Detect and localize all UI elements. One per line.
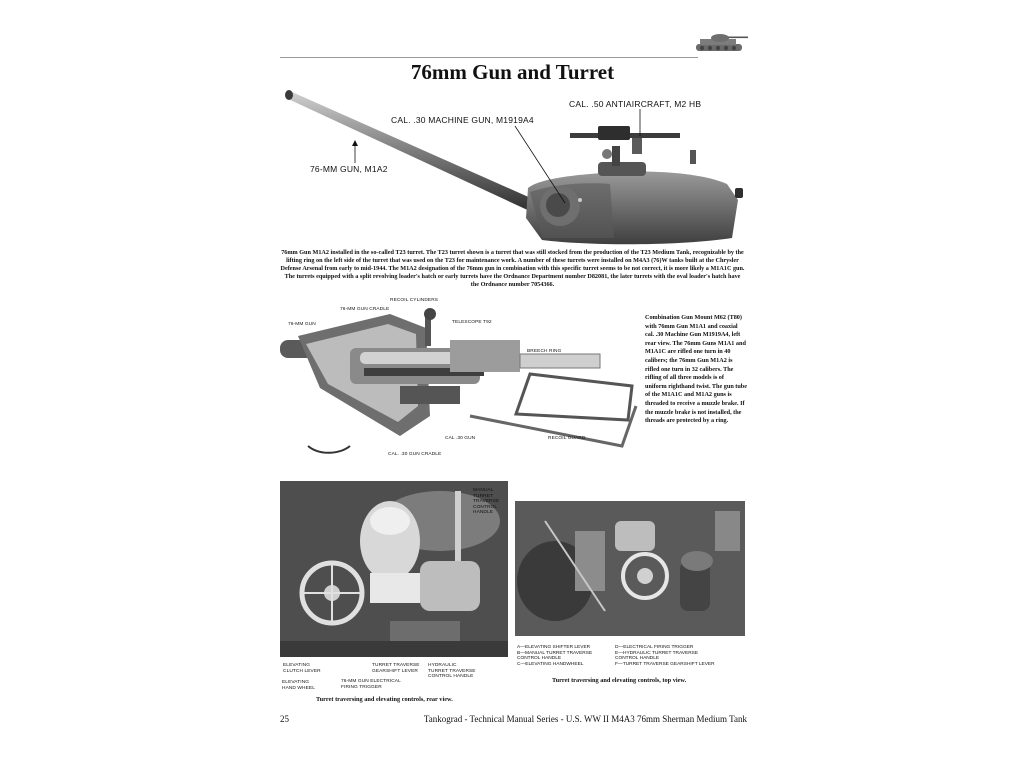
caption-controls-rear: Turret traversing and elevating controls, rear view. [316, 696, 453, 703]
running-footer: Tankograd - Technical Manual Series - U.S. WW II M4A3 76mm Sherman Medium Tank [423, 714, 747, 724]
callout-antiaircraft: CAL. .50 ANTIAIRCRAFT, M2 HB [569, 99, 702, 109]
label-elevating-clutch: ELEVATING CLUTCH LEVER [283, 663, 321, 674]
caption-controls-top: Turret traversing and elevating controls, top view. [552, 677, 687, 684]
legend-left: A—ELEVATING SHIFTER LEVER B—MANUAL TURRET TRAVERSE CONTROL HANDLE C—ELEVATING HANDWHEEL [517, 645, 593, 667]
label-elevating-hand-wheel: ELEVATING HAND WHEEL [282, 680, 315, 691]
label-gun-cradle: 76-MM GUN CRADLE [340, 307, 390, 312]
controls-top-drawing [515, 501, 745, 636]
callout-main-gun: 76-MM GUN, M1A2 [310, 164, 388, 174]
page-number: 25 [280, 714, 289, 724]
label-recoil-cylinders: RECOIL CYLINDERS [390, 298, 439, 303]
legend-right: D—ELECTRICAL FIRING TRIGGER E—HYDRAULIC TURRET TRAVERSE CONTROL HANDLE F—TURRET TRAVERSE GEARSHIFT LEVER [615, 645, 715, 667]
header-rule [280, 57, 698, 58]
tank-icon [690, 30, 750, 54]
label-breech-ring: BREECH RING [527, 349, 562, 354]
callout-leader-lines [280, 88, 745, 246]
label-gearshift-lever: TURRET TRAVERSE GEARSHIFT LEVER [372, 663, 420, 674]
label-cal30-gun: CAL .30 GUN [445, 436, 476, 441]
label-telescope: TELESCOPE T92 [452, 320, 492, 325]
controls-top-photo [515, 501, 745, 636]
caption-turret: 76mm Gun M1A2 installed in the so-called T23 turret. The T23 turret shown is a turret that was still stocked from the production of the T23 Medium Tank, recognizable by the lifting ring on the left side of the turret that was used on the T23 for maintenance work. A number of these turrets were installed on M4A3 (76)W tanks built at the Chrysler Defense Arsenal from early to mid-1944. The M1A2 designation of the 76mm gun in combination with this specific turret seems to be not correct, it is more likely a M1A1C gun. The turrets equipped with a split revolving loader's hatch or early turrets have the Ordnance Department number D82081, the later turrets with the oval loader's hatch have the Ordnance number 7054366. [280, 249, 745, 289]
caption-gun-mount: Combination Gun Mount M62 (T80) with 76mm Gun M1A1 and coaxial cal. .30 Machine Gun M1919A4, left rear view. The 76mm Guns M1A1 and M1A1C are rifled one turn in 40 calibers; the 76mm Gun M1A2 is rifled one turn in 32 calibers. The rifling of all three models is of uniform righthand twist. The gun tube of the M1A1C and M1A2 guns is threaded to receive a muzzle brake. If the muzzle brake is not installed, the threads are protected by a ring. [645, 314, 747, 425]
page-title: 76mm Gun and Turret [410, 60, 615, 84]
label-cal30-cradle: CAL. .30 GUN CRADLE [388, 452, 442, 457]
label-76mm-gun: 76-MM GUN [288, 322, 316, 327]
callout-machine-gun: CAL. .30 MACHINE GUN, M1919A4 [391, 115, 534, 125]
label-manual-traverse-handle: MANUAL TURRET TRAVERSE CONTROL HANDLE [473, 488, 500, 516]
label-hydraulic-handle: HYDRAULIC TURRET TRAVERSE CONTROL HANDLE [428, 663, 476, 680]
label-firing-trigger: 76-MM GUN ELECTRICAL FIRING TRIGGER [341, 679, 401, 690]
label-recoil-guard: RECOIL GUARD [548, 436, 586, 441]
